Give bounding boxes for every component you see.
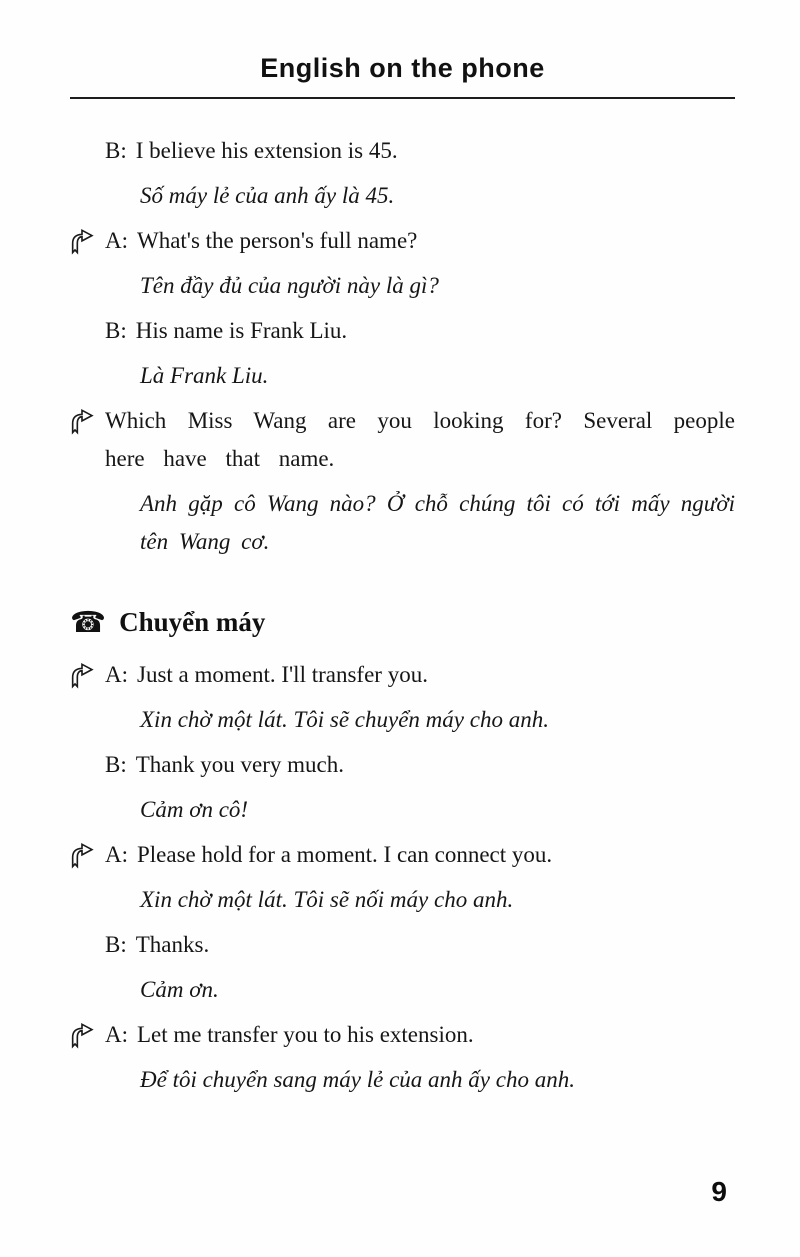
dialogue-entry [70,222,735,305]
english-line [70,402,735,478]
speaker-label: B: [105,318,127,343]
english-text: Please hold for a moment. I can connect you. [137,842,553,867]
page-content [70,132,735,1099]
dialogue-entry [70,1016,735,1099]
dialogue-entry [70,402,735,561]
english-text: What's the person's full name? [137,228,418,253]
speaker-label: A: [105,662,128,687]
forward-arrow-icon [68,228,96,256]
speaker-label: A: [105,1022,128,1047]
english-text: Which Miss Wang are you looking for? Several people here have that name. [105,408,735,471]
speaker-label: A: [105,842,128,867]
english-line [70,132,735,170]
page-number: 9 [711,1176,727,1207]
header-rule [70,97,735,99]
vietnamese-line: Là Frank Liu. [140,363,269,388]
english-line [70,746,735,784]
forward-arrow-icon [68,1022,96,1050]
vietnamese-line: Để tôi chuyển sang máy lẻ của anh ấy cho anh. [140,1067,575,1092]
vietnamese-line: Cảm ơn. [140,977,219,1002]
english-text: Just a moment. I'll transfer you. [137,662,428,687]
vietnamese-line: Tên đầy đủ của người này là gì? [140,273,439,298]
english-text: Let me transfer you to his extension. [137,1022,474,1047]
speaker-label: B: [105,138,127,163]
forward-arrow-icon [68,408,96,436]
vietnamese-line: Anh gặp cô Wang nào? Ở chỗ chúng tôi có tới mấy người tên Wang cơ. [140,491,735,554]
english-line [70,836,735,874]
forward-arrow-icon [68,842,96,870]
dialogue-entry [70,132,735,215]
english-line [70,222,735,260]
english-text: Thank you very much. [135,752,344,777]
forward-arrow-icon [68,662,96,690]
english-line [70,312,735,350]
english-line [70,656,735,694]
dialogue-entry [70,746,735,829]
telephone-icon: ☎ [70,605,107,639]
dialogue-entry [70,312,735,395]
vietnamese-line: Số máy lẻ của anh ấy là 45. [140,183,395,208]
speaker-label: A: [105,228,128,253]
section-title: Chuyển máy [119,607,266,637]
vietnamese-line: Xin chờ một lát. Tôi sẽ chuyển máy cho anh. [140,707,549,732]
english-text: I believe his extension is 45. [135,138,398,163]
dialogue-entry [70,656,735,739]
english-text: His name is Frank Liu. [135,318,348,343]
speaker-label: B: [105,752,127,777]
section-header [70,601,735,642]
dialogue-entry [70,836,735,919]
dialogue-entry [70,926,735,1009]
speaker-label: B: [105,932,127,957]
vietnamese-line: Xin chờ một lát. Tôi sẽ nối máy cho anh. [140,887,514,912]
english-text: Thanks. [135,932,210,957]
english-line [70,926,735,964]
vietnamese-line: Cảm ơn cô! [140,797,249,822]
page-title: English on the phone [260,53,545,83]
english-line [70,1016,735,1054]
